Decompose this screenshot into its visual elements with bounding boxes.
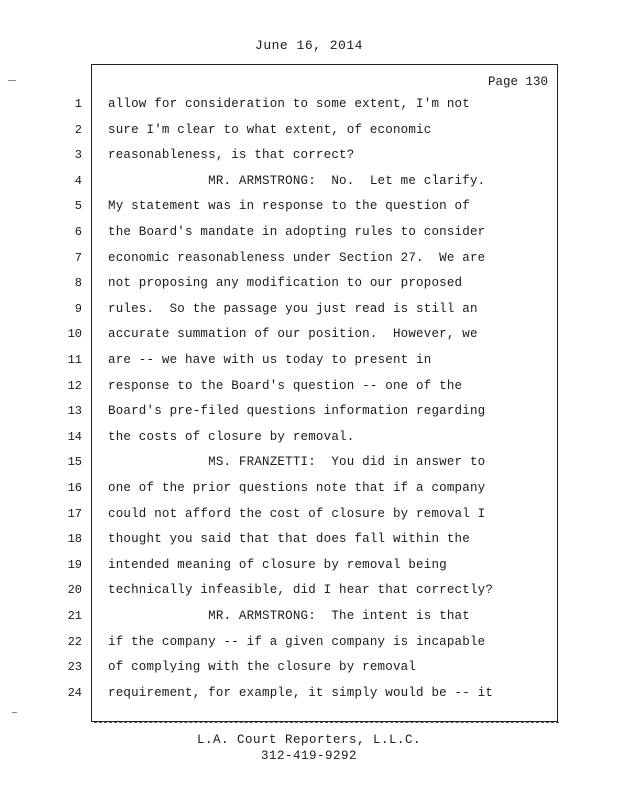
- transcript-line: not proposing any modification to our proposed: [108, 276, 463, 291]
- scan-speck: [8, 80, 16, 81]
- transcript-line: sure I'm clear to what extent, of economic: [108, 122, 432, 137]
- line-number: 4: [74, 173, 82, 188]
- transcript-line: could not afford the cost of closure by removal I: [108, 506, 486, 521]
- line-number: 14: [67, 429, 82, 444]
- transcript-line: response to the Board's question -- one of the: [108, 378, 463, 393]
- line-number: 23: [67, 660, 82, 675]
- transcript-line: thought you said that that does fall within the: [108, 532, 470, 547]
- line-number: 11: [67, 353, 82, 367]
- transcript-line: the costs of closure by removal.: [108, 429, 355, 444]
- line-number: 17: [67, 506, 82, 521]
- line-number: 6: [74, 225, 82, 239]
- frame-bottom-rule: [94, 720, 559, 723]
- line-number: 13: [67, 404, 82, 419]
- transcript-line: technically infeasible, did I hear that correctly?: [108, 583, 494, 598]
- transcript-line: requirement, for example, it simply would be -- it: [108, 685, 494, 700]
- transcript-line: one of the prior questions note that if a company: [108, 481, 486, 495]
- line-number: 10: [67, 327, 82, 342]
- transcript-frame: [91, 64, 558, 722]
- line-number: 3: [74, 148, 82, 163]
- transcript-line: Board's pre-filed questions information regarding: [108, 404, 486, 419]
- transcript-line: MR. ARMSTRONG: The intent is that: [108, 609, 470, 623]
- line-number: 7: [74, 250, 82, 265]
- line-number: 5: [74, 199, 82, 214]
- reporter-name: L.A. Court Reporters, L.L.C.: [196, 733, 422, 747]
- line-number: 19: [67, 557, 82, 572]
- line-number: 15: [67, 455, 82, 470]
- line-number: 24: [67, 685, 82, 700]
- transcript-line: allow for consideration to some extent, I'm not: [108, 97, 470, 111]
- line-number: 12: [67, 378, 82, 393]
- transcript-line: accurate summation of our position. However, we: [108, 327, 478, 342]
- transcript-line: rules. So the passage you just read is still an: [108, 301, 478, 316]
- transcript-date: June 16, 2014: [255, 38, 363, 53]
- transcript-line: MS. FRANZETTI: You did in answer to: [108, 455, 486, 470]
- line-number: 20: [67, 583, 82, 598]
- transcript-line: if the company -- if a given company is incapable: [108, 634, 486, 649]
- line-number: 1: [74, 97, 82, 111]
- line-number: 16: [67, 481, 82, 495]
- transcript-line: My statement was in response to the question of: [108, 199, 470, 214]
- scan-speck: [12, 712, 17, 713]
- reporter-phone: 312-419-9292: [260, 749, 357, 763]
- transcript-line: of complying with the closure by removal: [108, 660, 417, 675]
- line-number: 8: [74, 276, 82, 291]
- transcript-line: economic reasonableness under Section 27. We are: [108, 250, 486, 265]
- page-number: Page 130: [487, 75, 548, 89]
- line-number: 22: [67, 634, 82, 649]
- transcript-line: are -- we have with us today to present in: [108, 353, 432, 367]
- transcript-line: the Board's mandate in adopting rules to consider: [108, 225, 486, 239]
- line-number: 18: [67, 532, 82, 547]
- transcript-line: MR. ARMSTRONG: No. Let me clarify.: [108, 173, 486, 188]
- transcript-line: reasonableness, is that correct?: [108, 148, 355, 163]
- line-number: 9: [74, 301, 82, 316]
- line-number: 21: [67, 609, 82, 623]
- line-number: 2: [74, 122, 82, 137]
- transcript-line: intended meaning of closure by removal being: [108, 557, 447, 572]
